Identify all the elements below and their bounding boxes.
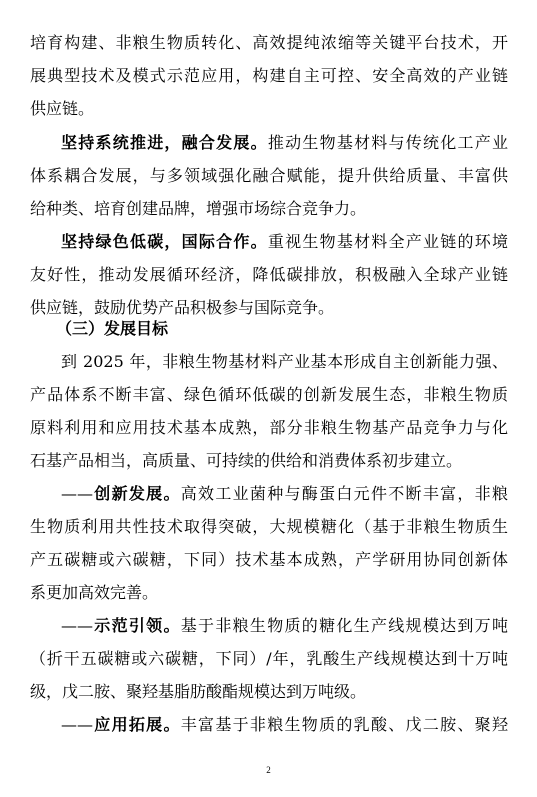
paragraph-innovation-first-line (61, 479, 508, 509)
body-line: 体系耦合发展，与多领域强化融合赋能，提升供给质量、丰富供 (30, 166, 508, 185)
lead-phrase-demo: 示范引领。 (93, 616, 181, 635)
paragraph-application-first-line (61, 710, 508, 740)
em-dash: —— (61, 616, 93, 635)
lead-phrase-systematic: 坚持系统推进，融合发展。 (61, 133, 268, 152)
body-line: 供应链，鼓励优势产品积极参与国际竞争。 (30, 298, 335, 317)
paragraph-target-first-line: 到 2025 年，非粮生物基材料产业基本形成自主创新能力强、 (61, 352, 508, 371)
body-text: 重视生物基材料全产业链的环境 (267, 232, 508, 251)
body-line: 友好性，推动发展循环经济，降低碳排放，积极融入全球产业链 (30, 265, 508, 284)
lead-phrase-application: 应用拓展。 (93, 715, 181, 734)
body-line: 原料利用和应用技术基本成熟，部分非粮生物基产品竞争力与化 (30, 418, 508, 437)
body-text: 高效工业菌种与酶蛋白元件不断丰富，非粮 (180, 484, 508, 503)
body-line: 系更加高效完善。 (30, 583, 159, 602)
body-text: 推动生物基材料与传统化工产业 (267, 133, 508, 152)
body-line: 培育构建、非粮生物质转化、高效提纯浓缩等关键平台技术，开 (30, 33, 508, 52)
paragraph-demo-first-line (61, 611, 508, 641)
em-dash: —— (61, 484, 93, 503)
paragraph-systematic-first-line (61, 128, 508, 158)
body-text: 基于非粮生物质的糖化生产线规模达到万吨 (180, 616, 508, 635)
page-number: 2 (266, 765, 271, 775)
body-line: 级，戊二胺、聚羟基脂肪酸酯规模达到万吨级。 (30, 682, 367, 701)
body-line: 生物质利用共性技术取得突破，大规模糖化（基于非粮生物质生 (30, 517, 508, 536)
body-line: 产品体系不断丰富、绿色循环低碳的创新发展生态，非粮生物质 (30, 385, 508, 404)
body-line: 供应链。 (30, 99, 95, 118)
body-line: （折干五碳糖或六碳糖，下同）/年，乳酸生产线规模达到十万吨 (30, 649, 508, 668)
section-heading: （三）发展目标 (56, 319, 169, 338)
lead-phrase-innovation: 创新发展。 (93, 484, 181, 503)
body-text: 丰富基于非粮生物质的乳酸、戊二胺、聚羟 (180, 715, 508, 734)
lead-phrase-green: 坚持绿色低碳，国际合作。 (61, 232, 268, 251)
em-dash: —— (61, 715, 93, 734)
body-line: 石基产品相当，高质量、可持续的供给和消费体系初步建立。 (30, 451, 463, 470)
body-line: 展典型技术及模式示范应用，构建自主可控、安全高效的产业链 (30, 66, 508, 85)
body-line: 产五碳糖或六碳糖，下同）技术基本成熟，产学研用协同创新体 (30, 550, 508, 569)
body-line: 给种类、培育创建品牌，增强市场综合竞争力。 (30, 199, 367, 218)
paragraph-green-first-line (61, 227, 508, 257)
